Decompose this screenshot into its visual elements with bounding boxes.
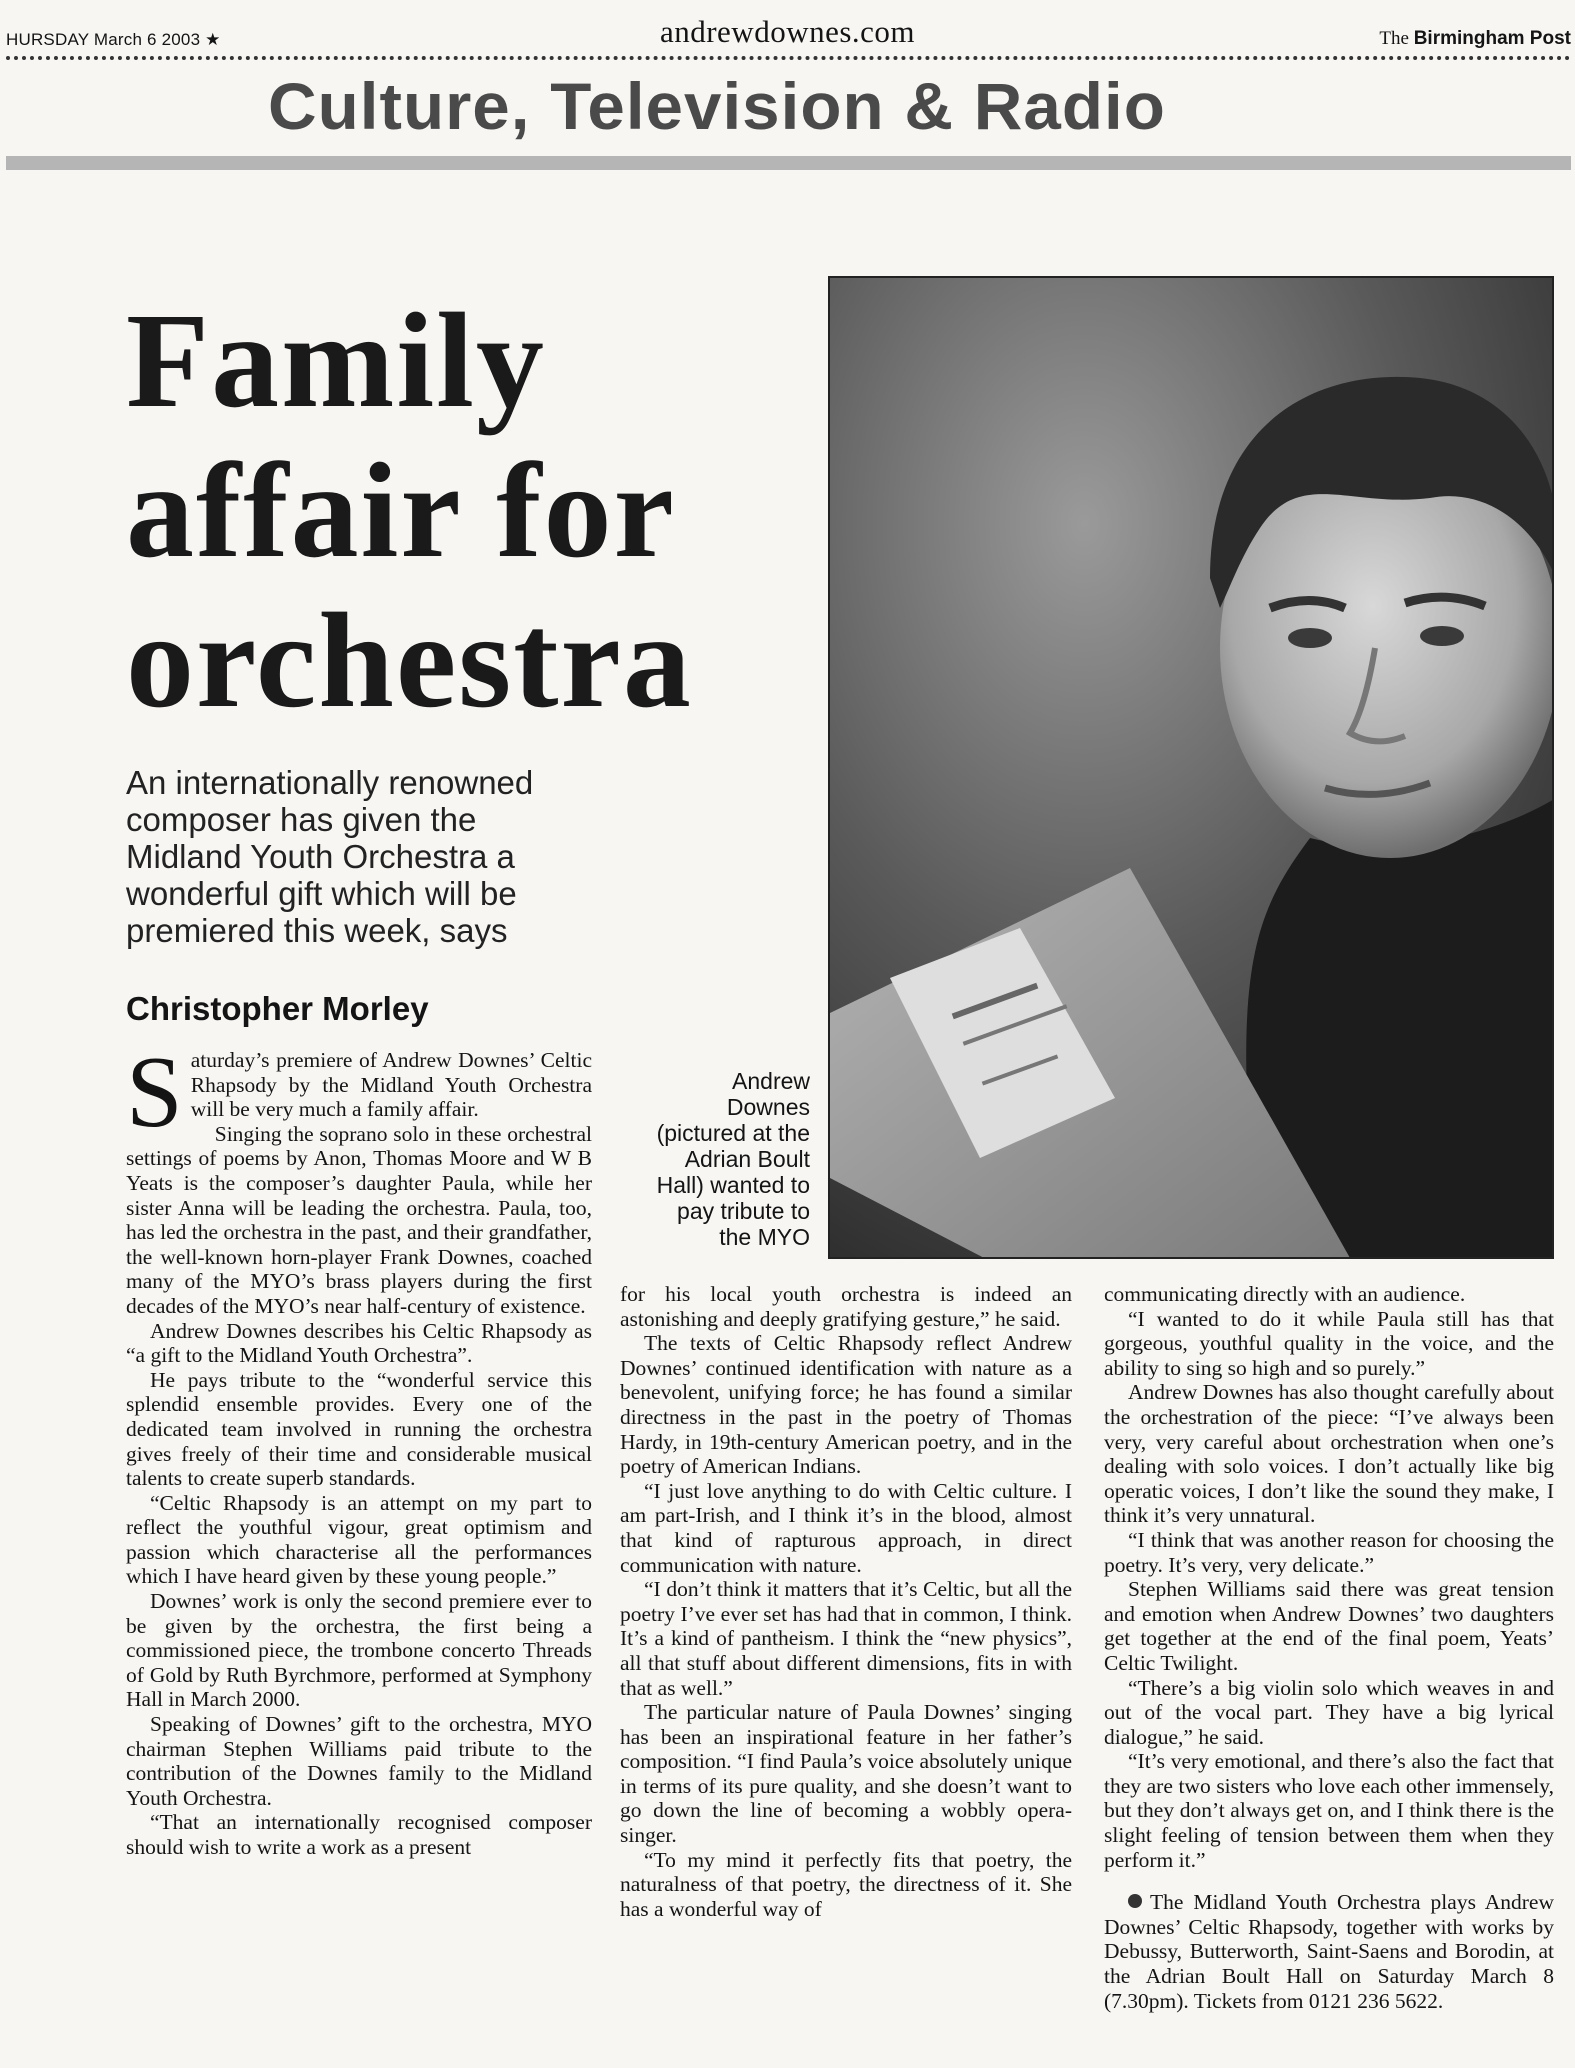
paragraph: “I don’t think it matters that it’s Celtic, but all the poetry I’ve ever set has had that in common, I think. It’s a kind of pantheism. I think the “new physics”, all that stuff about different dimensions, fits in with that as well.”	[620, 1577, 1072, 1700]
paper-title: Birmingham Post	[1413, 28, 1571, 49]
bullet-icon	[1128, 1894, 1142, 1908]
concert-listing: The Midland Youth Orchestra plays Andrew Downes’ Celtic Rhapsody, together with works by Debussy, Butterworth, Saint-Saens and Borodin, at the Adrian Boult Hall on Saturday March 8 (7.30pm). Tickets from 0121 236 5622.	[1104, 1890, 1554, 2013]
article-column-3	[1104, 1282, 1554, 2013]
section-bar	[6, 156, 1571, 170]
headline-line-2: affair for	[126, 436, 676, 586]
issue-date: HURSDAY March 6 2003 ★	[6, 30, 221, 49]
headline-line-3: orchestra	[126, 586, 693, 736]
site-url: andrewdownes.com	[659, 14, 916, 49]
portrait-illustration	[830, 278, 1554, 1259]
paper-prefix: The	[1379, 28, 1409, 49]
paragraph: “That an internationally recognised composer should wish to write a work as a present	[126, 1810, 592, 1859]
byline: Christopher Morley	[126, 990, 429, 1027]
portrait-photo	[828, 276, 1554, 1259]
paragraph: He pays tribute to the “wonderful service this splendid ensemble provides. Every one of the dedicated team involved in running the orchestra gives freely of their time and considerable musical talents to create superb standards.	[126, 1367, 592, 1491]
paragraph: Andrew Downes has also thought carefully about the orchestration of the piece: “I’ve always been very, very careful about orchestration when one’s dealing with solo voices. I don’t actually like big operatic voices, I don’t like the sound they make, I think it’s very unnatural.	[1104, 1380, 1554, 1528]
paragraph: Saturday’s premiere of Andrew Downes’ Celtic Rhapsody by the Midland Youth Orchestra will be very much a family affair.	[126, 1036, 592, 1149]
paragraph: communicating directly with an audience.	[1104, 1282, 1466, 1306]
paragraph: “It’s very emotional, and there’s also the fact that they are two sisters who love each other immensely, but they don’t always get on, and I think there is the slight feeling of tension between them when they perform it.”	[1104, 1749, 1554, 1872]
photo-caption: Andrew Downes (pictured at the Adrian Boult Hall) wanted to pay tribute to the MYO	[656, 1068, 810, 1250]
paper-name	[1379, 28, 1571, 50]
article-column-2	[620, 1282, 1072, 1921]
standfirst: An internationally renowned composer has given the Midland Youth Orchestra a wonderful gift which will be premiered this week, says	[126, 764, 534, 949]
paragraph: Stephen Williams said there was great tension and emotion when Andrew Downes’ two daughters get together at the end of the final poem, Yeats’ Celtic Twilight.	[1104, 1577, 1554, 1675]
paragraph: for his local youth orchestra is indeed an astonishing and deeply gratifying gesture,” he said.	[620, 1282, 1072, 1331]
dotted-rule	[6, 56, 1571, 60]
drop-cap: S	[126, 1036, 183, 1149]
paragraph: Downes’ work is only the second premiere ever to be given by the orchestra, the first being a commissioned piece, the trombone concerto Threads of Gold by Ruth Byrchmore, performed at Symphony Hall in March 2000.	[126, 1589, 592, 1712]
paragraph: “I just love anything to do with Celtic culture. I am part-Irish, and I think it’s in the blood, almost that kind of rapturous approach, in direct communication with nature.	[620, 1478, 1072, 1577]
paragraph: “There’s a big violin solo which weaves in and out of the vocal part. They have a big lyrical dialogue,” he said.	[1104, 1675, 1554, 1749]
paragraph: “I think that was another reason for choosing the poetry. It’s very, very delicate.”	[1104, 1527, 1554, 1577]
paragraph: “Celtic Rhapsody is an attempt on my part to reflect the youthful vigour, great optimism and passion which characterise all the performances which I have heard given by these young people.”	[126, 1490, 592, 1589]
paragraph: “To my mind it perfectly fits that poetry, the naturalness of that poetry, the directness of it. She has a wonderful way of	[620, 1847, 1072, 1921]
section-title: Culture, Television & Radio	[268, 69, 1166, 143]
headline-line-1: Family	[126, 286, 546, 436]
article-column-1	[126, 1036, 592, 1860]
paragraph: The particular nature of Paula Downes’ singing has been an inspirational feature in her father’s composition. “I find Paula’s voice absolutely unique in terms of its pure quality, and she doesn’t want to go down the line of becoming a wobbly opera-singer.	[620, 1700, 1072, 1848]
paragraph: “I wanted to do it while Paula still has that gorgeous, youthful quality in the voice, and the ability to sing so high and so purely.”	[1104, 1306, 1554, 1380]
paragraph: Singing the soprano solo in these orchestral settings of poems by Anon, Thomas Moore and W B Yeats is the composer’s daughter Paula, while her sister Anna will be leading the orchestra. Paula, too, has led the orchestra in the past, and their grandfather, the well-known horn-player Frank Downes, coached many of the MYO’s brass players during the first decades of the MYO’s near half-century of existence.	[126, 1121, 592, 1318]
paragraph: The texts of Celtic Rhapsody reflect Andrew Downes’ continued identification with nature as a benevolent, unifying force; he has found a similar directness in the past in the poetry of Thomas Hardy, in 19th-century American poetry, and in the poetry of American Indians.	[620, 1331, 1072, 1479]
headline	[126, 286, 806, 736]
paragraph: Andrew Downes describes his Celtic Rhapsody as “a gift to the Midland Youth Orchestra”.	[126, 1318, 592, 1368]
paragraph: Speaking of Downes’ gift to the orchestra, MYO chairman Stephen Williams paid tribute to the contribution of the Downes family to the Midland Youth Orchestra.	[126, 1712, 592, 1810]
